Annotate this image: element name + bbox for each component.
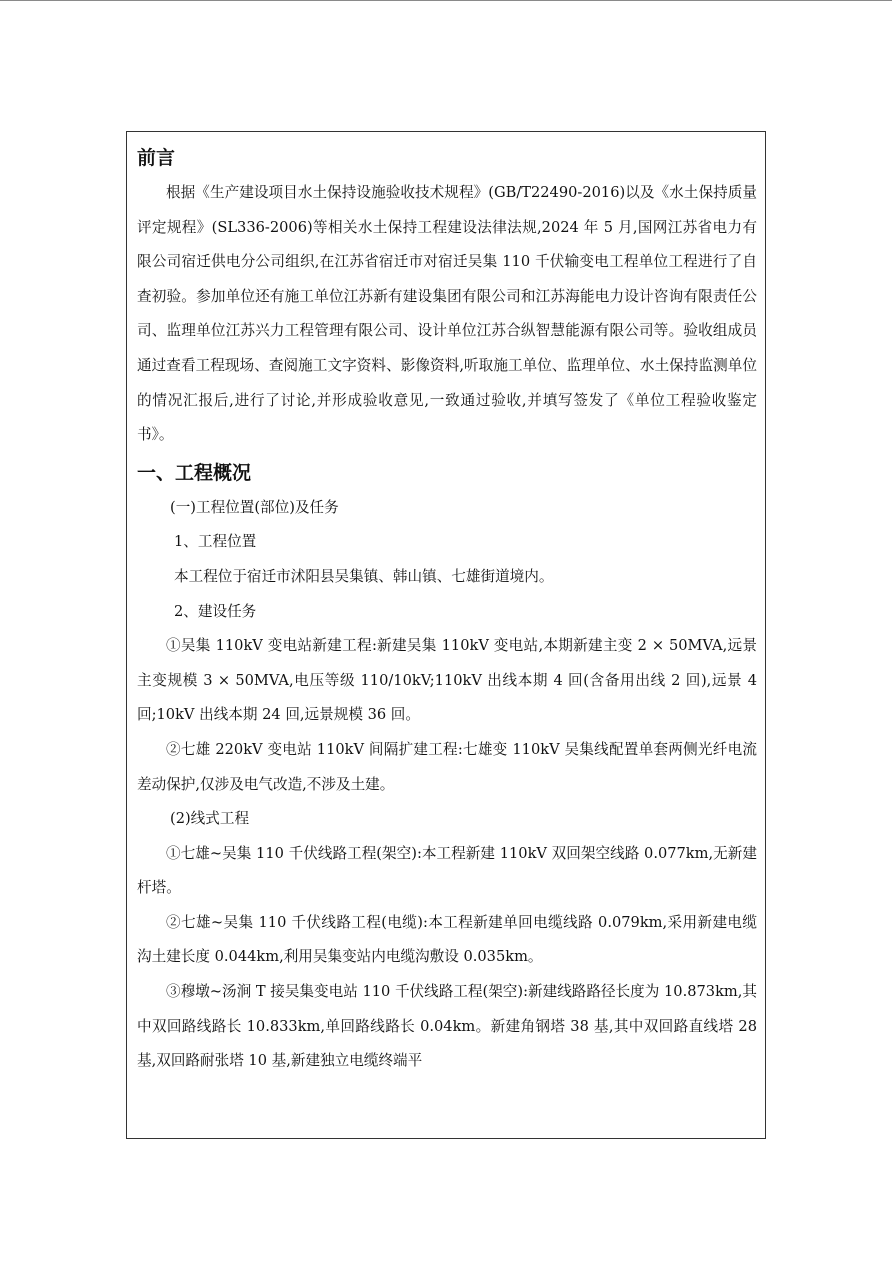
line-work-overhead: ①七雄~吴集 110 千伏线路工程(架空):本工程新建 110kV 双回架空线路 0.077km,无新建杆塔。 — [137, 844, 757, 897]
line-work-t-connection: ③穆墩~汤涧 T 接吴集变电站 110 千伏线路工程(架空):新建线路路径长度为 10.873km,其中双回路线路长 10.833km,单回路线路长 0.04km。新建角钢塔 38 基,其中双回路直线塔 28 基,双回路耐张塔 10 基,新建独立电缆终端平 — [137, 983, 757, 1070]
report-frame — [126, 131, 766, 1139]
subsection-line-works: (2)线式工程 — [170, 810, 250, 828]
preface-heading: 前言 — [137, 147, 176, 169]
item-location-title: 1、工程位置 — [174, 533, 257, 551]
subsection-location-tasks: (一)工程位置(部位)及任务 — [170, 498, 339, 516]
overview-heading: 一、工程概况 — [137, 461, 252, 484]
task-substation-expansion: ②七雄 220kV 变电站 110kV 间隔扩建工程:七雄变 110kV 吴集线配置单套两侧光纤电流差动保护,仅涉及电气改造,不涉及土建。 — [137, 740, 757, 793]
page-top-rule — [0, 0, 892, 1]
preface-paragraph: 根据《生产建设项目水土保持设施验收技术规程》(GB/T22490-2016)以及《水土保持质量评定规程》(SL336-2006)等相关水土保持工程建设法律法规,2024 年 5 月,国网江苏省电力有限公司宿迁供电分公司组织,在江苏省宿迁市对宿迁吴集 110 千伏输变电工程单位工程进行了自查初验。参加单位还有施工单位江苏新有建设集团有限公司和江苏海能电力设计咨询有限责任公司、监理单位江苏兴力工程管理有限公司、设计单位江苏合纵智慧能源有限公司等。验收组成员通过查看工程现场、查阅施工文字资料、影像资料,听取施工单位、监理单位、水土保持监测单位的情况汇报后,进行了讨论,并形成验收意见,一致通过验收,并填写签发了《单位工程验收鉴定书》。 — [137, 184, 757, 444]
item-location-text: 本工程位于宿迁市沭阳县吴集镇、韩山镇、七雄街道境内。 — [174, 567, 554, 585]
task-substation-new: ①吴集 110kV 变电站新建工程:新建吴集 110kV 变电站,本期新建主变 2 × 50MVA,远景主变规模 3 × 50MVA,电压等级 110/10kV;110kV 出线本期 4 回(含备用出线 2 回),远景 4 回;10kV 出线本期 24 回,远景规模 36 回。 — [137, 637, 757, 724]
report-content — [137, 140, 757, 1079]
item-tasks-title: 2、建设任务 — [174, 602, 257, 620]
line-work-cable: ②七雄~吴集 110 千伏线路工程(电缆):本工程新建单回电缆线路 0.079km,采用新建电缆沟土建长度 0.044km,利用吴集变站内电缆沟敷设 0.035km。 — [137, 913, 757, 966]
